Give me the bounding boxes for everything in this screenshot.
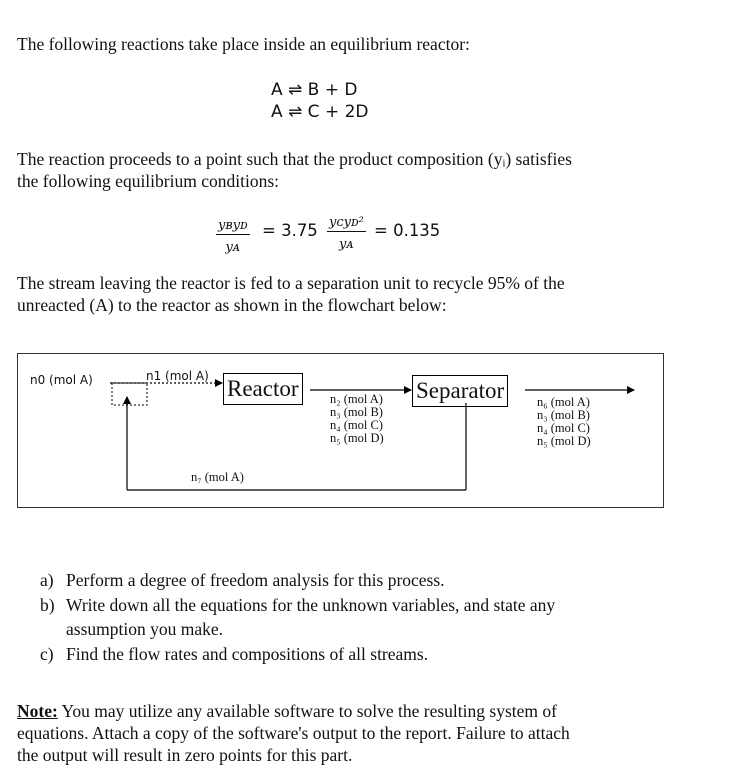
recycle-label: n₇ (mol A): [191, 470, 244, 484]
stream6-a: n₆ (mol A): [537, 395, 590, 409]
stream2-labels: [330, 393, 384, 445]
question-c: [40, 642, 428, 666]
note-line3: the output will result in zero points for this part.: [17, 745, 353, 765]
question-b-cont: assumption you make.: [66, 619, 223, 639]
eq1-value: = 3.75: [262, 221, 318, 240]
equilibrium-text-line2: the following equilibrium conditions:: [17, 171, 279, 191]
stream-text-line1: The stream leaving the reactor is fed to a separation unit to recycle 95% of the: [17, 273, 565, 293]
reaction-2: A ⇌ C + 2D: [271, 102, 369, 122]
stream6-b: n₃ (mol B): [537, 408, 590, 422]
stream-text-line2: unreacted (A) to the reactor as shown in the flowchart below:: [17, 295, 447, 315]
stream2-a: n₂ (mol A): [330, 392, 383, 406]
question-a: [40, 568, 445, 592]
reactor-box: Reactor: [223, 373, 303, 405]
n0-label: n0 (mol A): [30, 373, 93, 387]
reaction-1: A ⇌ B + D: [271, 80, 358, 100]
question-c-marker: c): [40, 644, 54, 664]
stream2-c: n₄ (mol C): [330, 418, 383, 432]
intro-text: The following reactions take place inside an equilibrium reactor:: [17, 34, 470, 54]
stream6-c: n₄ (mol C): [537, 421, 590, 435]
question-b-text: Write down all the equations for the unknown variables, and state any: [66, 595, 556, 615]
question-b: [40, 593, 555, 617]
note-line1: [17, 700, 557, 722]
eq2-numerator: yᴄyᴅ²: [329, 215, 364, 230]
equilibrium-text-line1: The reaction proceeds to a point such that the product composition (yᵢ) satisfies: [17, 149, 572, 169]
n1-label: n1 (mol A): [146, 369, 209, 383]
eq2-value: = 0.135: [374, 221, 441, 240]
question-c-text: Find the flow rates and compositions of all streams.: [66, 644, 429, 664]
stream2-d: n₅ (mol D): [330, 431, 384, 445]
note-label: Note:: [17, 701, 58, 721]
stream6-labels: [537, 396, 591, 448]
question-a-marker: a): [40, 570, 54, 590]
question-a-text: Perform a degree of freedom analysis for this process.: [66, 570, 445, 590]
note-line2: equations. Attach a copy of the software's output to the report. Failure to attach: [17, 723, 570, 743]
eq1-numerator: yʙyᴅ: [218, 218, 248, 233]
note-text-1: You may utilize any available software to solve the resulting system of: [57, 701, 557, 721]
eq1-denominator: yᴀ: [225, 240, 241, 255]
question-b-marker: b): [40, 595, 55, 615]
separator-box: Separator: [412, 375, 508, 407]
stream6-d: n₅ (mol D): [537, 434, 591, 448]
eq2-denominator: yᴀ: [339, 237, 354, 252]
stream2-b: n₃ (mol B): [330, 405, 383, 419]
